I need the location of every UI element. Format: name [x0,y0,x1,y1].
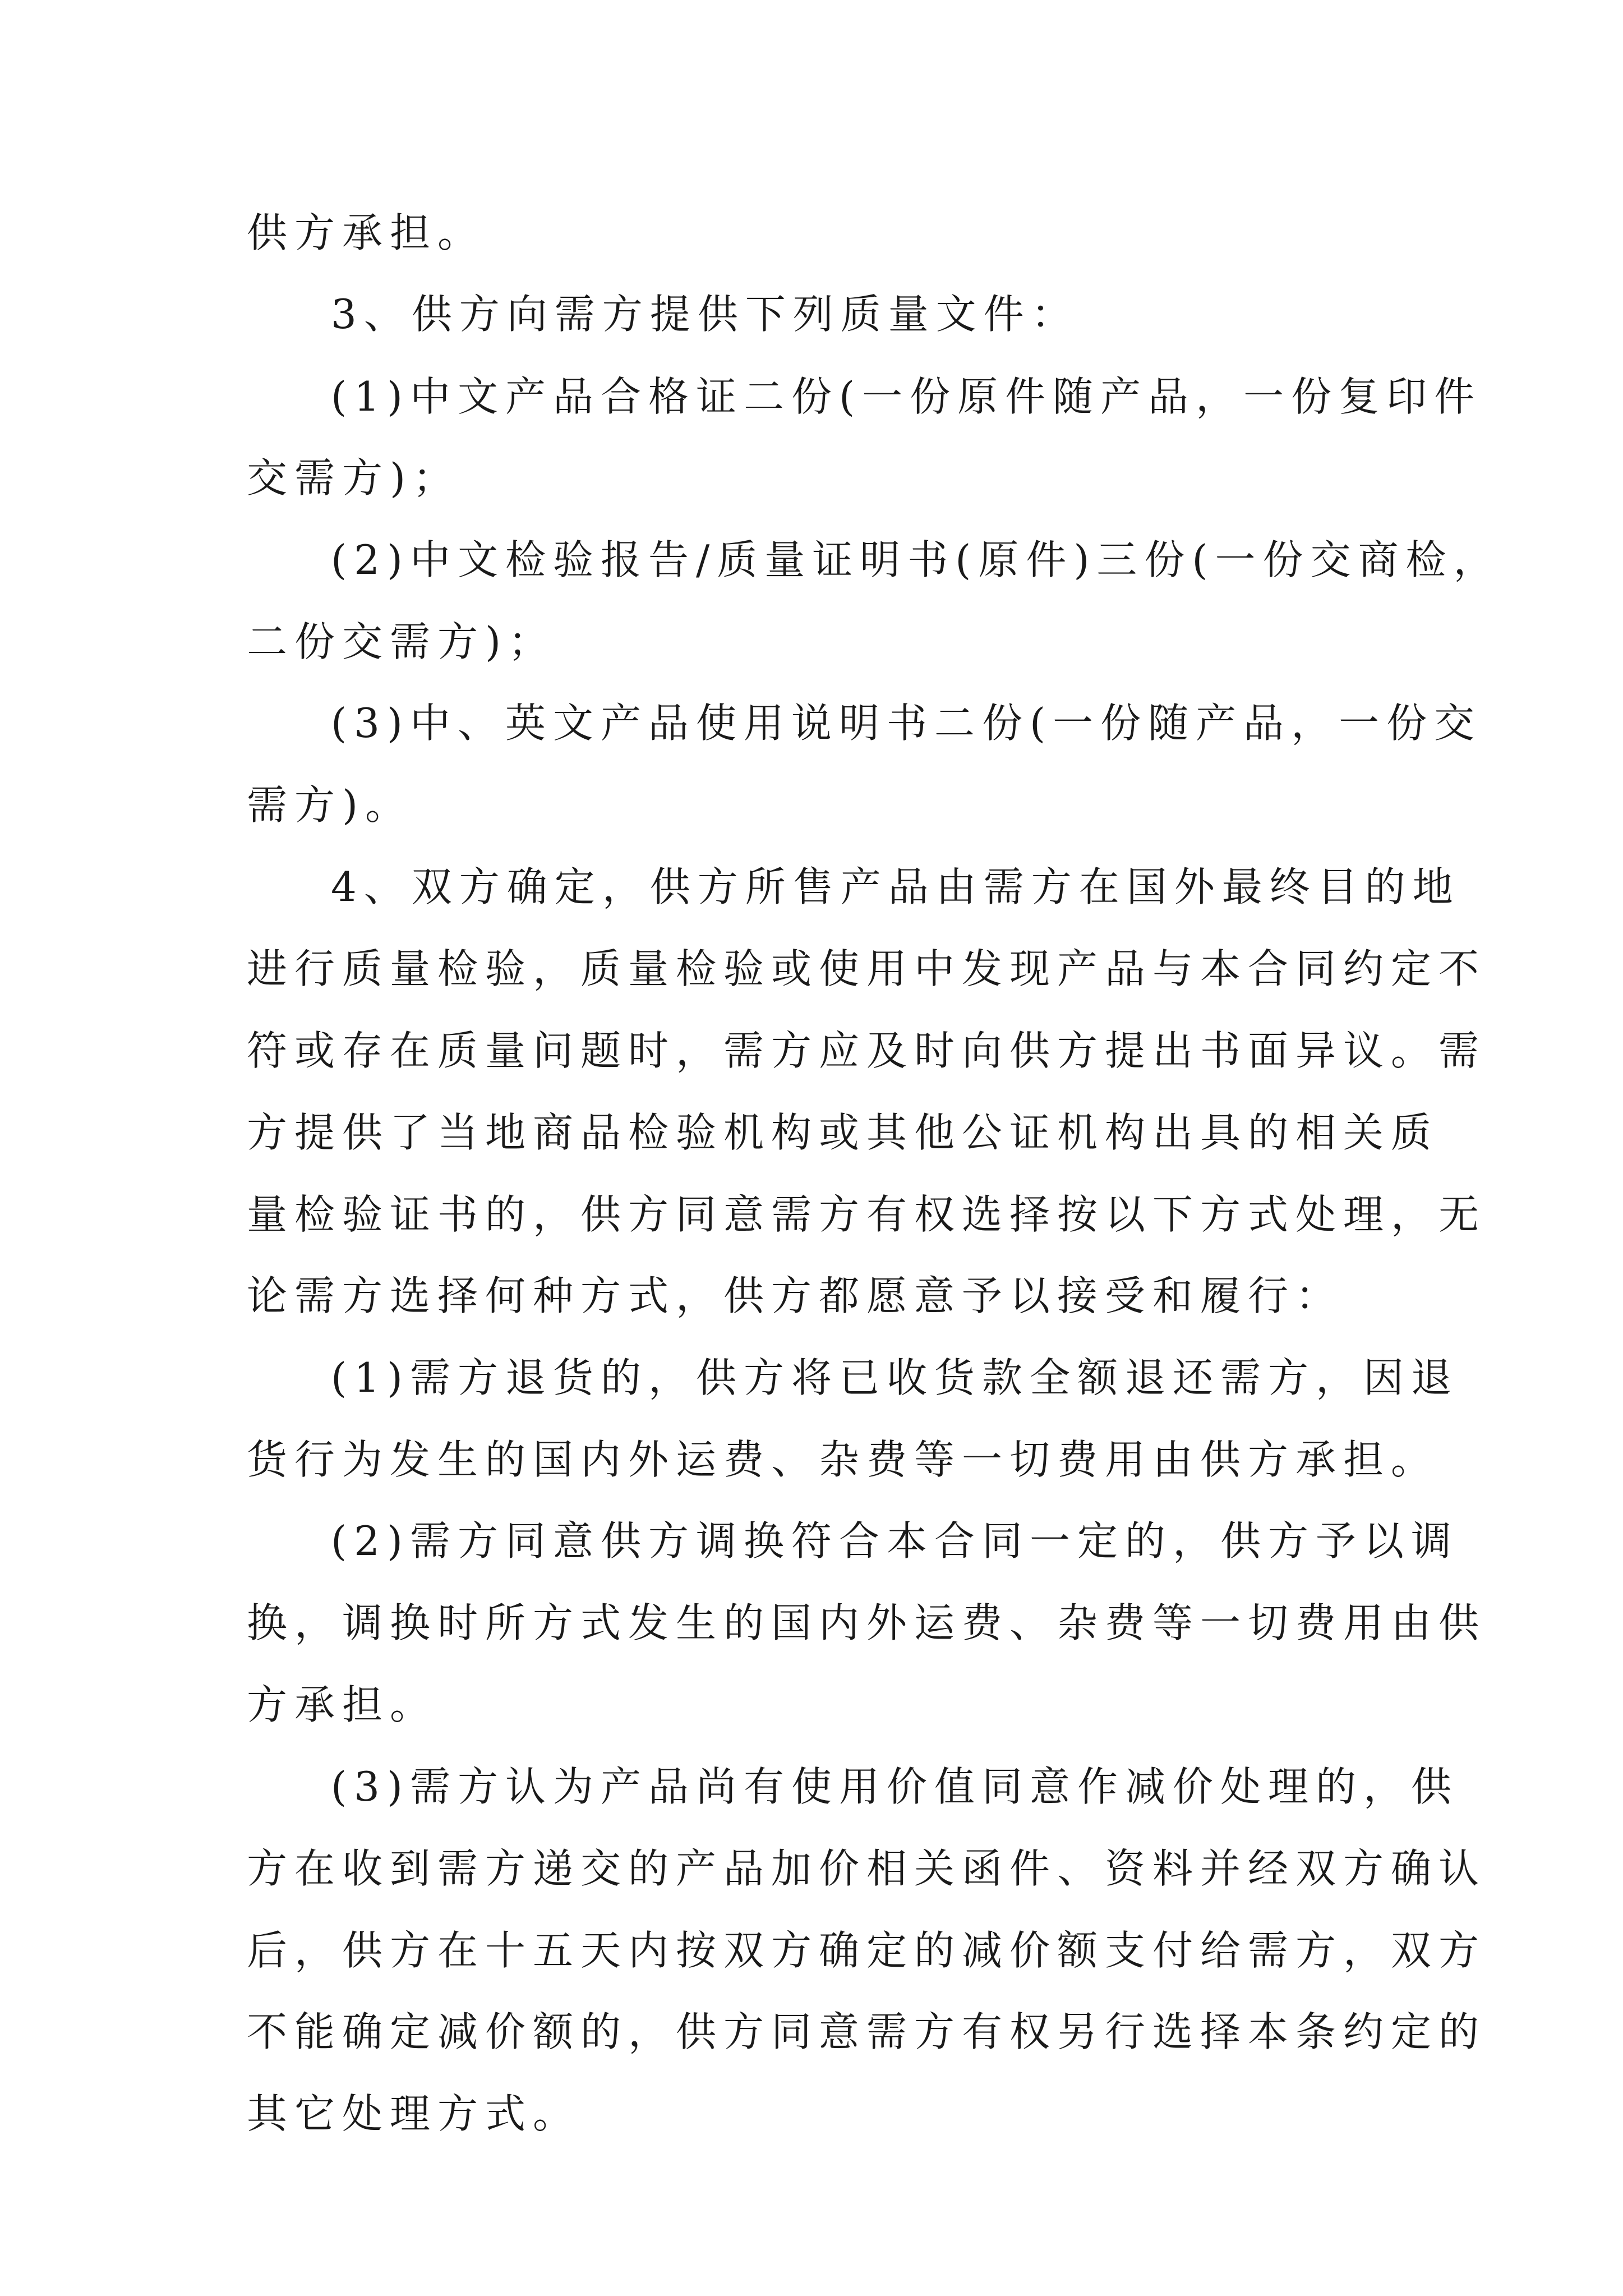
text-line: 需方)。 [247,781,413,829]
text-line: 二份交需方)； [247,618,556,665]
text-line: 论需方选择何种方式，供方都愿意予以接受和履行： [247,1272,1344,1319]
text-line: (3)需方认为产品尚有使用价值同意作减价处理的，供 [331,1763,1459,1810]
text-line: 方在收到需方递交的产品加价相关函件、资料并经双方确认 [247,1845,1487,1892]
text-line: (1)中文产品合格证二份(一份原件随产品，一份复印件 [331,373,1482,420]
text-line: 供方承担。 [247,209,486,256]
text-line: 货行为发生的国内外运费、杂费等一切费用由供方承担。 [247,1436,1439,1483]
text-line: 4、双方确定，供方所售产品由需方在国外最终目的地 [331,863,1460,910]
text-line: 方承担。 [247,1681,438,1728]
text-line: (3)中、英文产品使用说明书二份(一份随产品，一份交 [331,700,1482,747]
text-line: 进行质量检验，质量检验或使用中发现产品与本合同约定不 [247,945,1487,992]
text-line: 交需方)； [247,454,461,501]
text-line: (1)需方退货的，供方将已收货款全额退还需方，因退 [331,1354,1459,1401]
text-line: 3、供方向需方提供下列质量文件： [331,291,1079,338]
text-line: 换，调换时所方式发生的国内外运费、杂费等一切费用由供 [247,1599,1487,1646]
text-line: 方提供了当地商品检验机构或其他公证机构出具的相关质 [247,1109,1439,1156]
text-line: 量检验证书的，供方同意需方有权选择按以下方式处理，无 [247,1191,1487,1238]
text-line: 后，供方在十五天内按双方确定的减价额支付给需方，双方 [247,1927,1487,1974]
text-line: (2)中文检验报告/质量证明书(原件)三份(一份交商检， [331,536,1501,583]
text-line: 符或存在质量问题时，需方应及时向供方提出书面异议。需 [247,1027,1487,1074]
text-line: 其它处理方式。 [247,2090,581,2137]
text-line: 不能确定减价额的，供方同意需方有权另行选择本条约定的 [247,2008,1487,2055]
text-line: (2)需方同意供方调换符合本合同一定的，供方予以调 [331,1517,1459,1565]
